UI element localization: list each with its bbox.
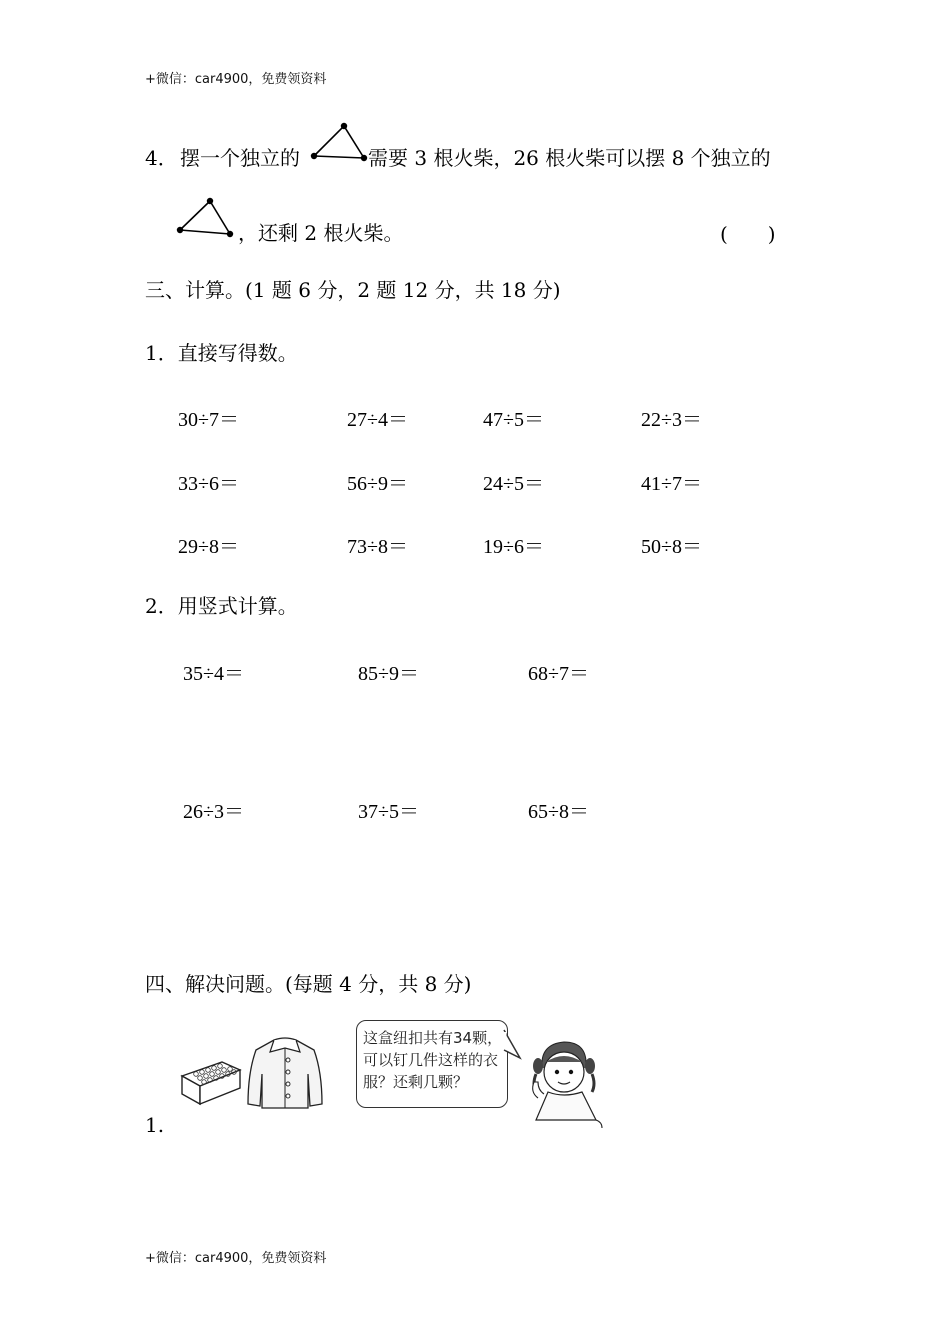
problem: 35÷4＝ xyxy=(183,663,244,685)
matchstick-triangle-icon xyxy=(308,118,370,164)
problem: 30÷7＝ xyxy=(178,409,239,431)
watermark-bottom: +微信：car4900，免费领资料 xyxy=(145,1251,327,1266)
problem: 73÷8＝ xyxy=(347,536,408,558)
girl-icon xyxy=(524,1036,606,1128)
button-box-icon xyxy=(178,1052,244,1108)
problem: 65÷8＝ xyxy=(528,801,589,823)
q4-number: 4． xyxy=(145,146,178,170)
problem: 33÷6＝ xyxy=(178,473,239,495)
matchstick-triangle-icon xyxy=(172,192,238,240)
problem: 24÷5＝ xyxy=(483,473,544,495)
problem: 47÷5＝ xyxy=(483,409,544,431)
problem: 22÷3＝ xyxy=(641,409,702,431)
problem: 27÷4＝ xyxy=(347,409,408,431)
q4-text-3: ，还剩 2 根火柴。 xyxy=(238,221,404,245)
q1-label: 1．直接写得数。 xyxy=(145,341,298,365)
problem: 68÷7＝ xyxy=(528,663,589,685)
watermark-top: +微信：car4900，免费领资料 xyxy=(145,72,327,87)
problem: 29÷8＝ xyxy=(178,536,239,558)
speech-text: 这盒纽扣共有34颗，可以钉几件这样的衣服？还剩几颗？ xyxy=(363,1029,503,1091)
section-3-heading: 三、计算。(1 题 6 分，2 题 12 分，共 18 分) xyxy=(145,278,561,302)
answer-paren: ( ) xyxy=(720,222,776,246)
problem: 50÷8＝ xyxy=(641,536,702,558)
problem: 26÷3＝ xyxy=(183,801,244,823)
section-4-heading: 四、解决问题。(每题 4 分，共 8 分) xyxy=(145,972,472,996)
q4-text-2: 需要 3 根火柴，26 根火柴可以摆 8 个独立的 xyxy=(368,146,771,170)
q4-text-1: 摆一个独立的 xyxy=(180,146,300,170)
problem: 41÷7＝ xyxy=(641,473,702,495)
problem: 19÷6＝ xyxy=(483,536,544,558)
problem: 85÷9＝ xyxy=(358,663,419,685)
section-4-q1-number: 1. xyxy=(145,1113,165,1137)
problem: 37÷5＝ xyxy=(358,801,419,823)
problem: 56÷9＝ xyxy=(347,473,408,495)
q2-label: 2．用竖式计算。 xyxy=(145,594,298,618)
shirt-icon xyxy=(244,1034,326,1112)
